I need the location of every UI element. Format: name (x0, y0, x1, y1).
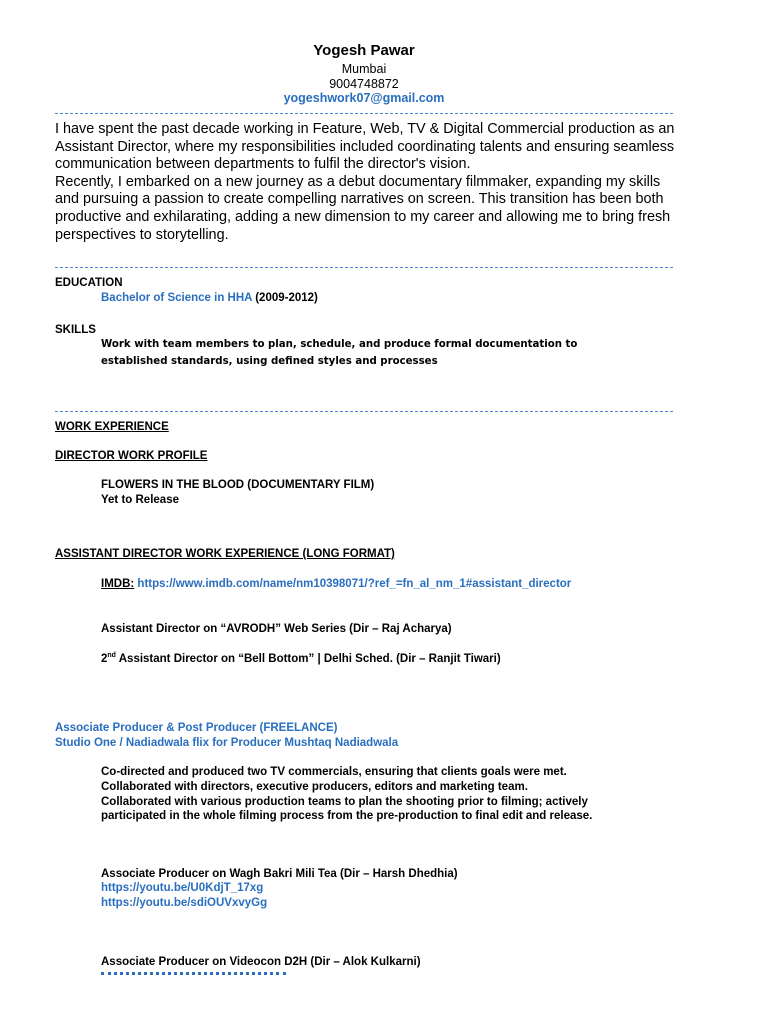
producer-role: Associate Producer & Post Producer (FREELANCE) (55, 722, 338, 734)
documentary-status: Yet to Release (101, 494, 179, 506)
section-divider (55, 411, 673, 412)
section-divider (55, 267, 673, 268)
wagh-bakri-link-2[interactable]: https://youtu.be/sdiOUVxvyGg (101, 897, 268, 909)
documentary-title: FLOWERS IN THE BLOOD (DOCUMENTARY FILM) (101, 479, 375, 491)
skills-line-2: established standards, using defined styles and processes (101, 356, 438, 367)
skills-line-1: Work with team members to plan, schedule, and produce formal documentation to (101, 339, 578, 350)
producer-bullet: Collaborated with directors, executive producers, editors and marketing team. (101, 781, 528, 793)
degree-name: Bachelor of Science in HHA (101, 292, 253, 304)
summary-paragraph-2: Recently, I embarked on a new journey as a debut documentary filmmaker, expanding my skills and pursuing a passion to create compelling narratives on screen. This transition has been both productive and exhilarating, adding a new dimension to my career and allowing me to bring fresh perspectives to storytelling. (55, 173, 671, 243)
assistant-director-heading: ASSISTANT DIRECTOR WORK EXPERIENCE (LONG FORMAT) (55, 548, 395, 560)
education-heading: EDUCATION (55, 277, 123, 289)
videocon-link-clipped (101, 972, 286, 975)
videocon-credit: Associate Producer on Videocon D2H (Dir – Alok Kulkarni) (101, 956, 421, 968)
imdb-link[interactable]: https://www.imdb.com/name/nm10398071/?ref_=fn_al_nm_1#assistant_director (134, 578, 572, 590)
section-divider (55, 113, 673, 114)
candidate-email-link[interactable]: yogeshwork07@gmail.com (283, 91, 445, 105)
profile-summary (55, 121, 680, 244)
producer-bullet: Collaborated with various production teams to plan the shooting prior to filming; actively (101, 796, 588, 808)
degree-years: (2009-2012) (252, 292, 318, 304)
wagh-bakri-link-1[interactable]: https://youtu.be/U0KdjT_17xg (101, 882, 264, 894)
director-profile-heading: DIRECTOR WORK PROFILE (55, 450, 208, 462)
ad-credit-bell-bottom: 2nd Assistant Director on “Bell Bottom” | Delhi Sched. (Dir – Ranjit Tiwari) (101, 652, 501, 665)
imdb-line (101, 578, 571, 590)
ad-credit-avrodh: Assistant Director on “AVRODH” Web Series (Dir – Raj Acharya) (101, 623, 452, 635)
wagh-bakri-credit: Associate Producer on Wagh Bakri Mili Tea (Dir – Harsh Dhedhia) (101, 868, 458, 880)
skills-heading: SKILLS (55, 324, 96, 336)
producer-company: Studio One / Nadiadwala flix for Producer Mushtaq Nadiadwala (55, 737, 399, 749)
summary-paragraph-1: I have spent the past decade working in Feature, Web, TV & Digital Commercial production as an Assistant Director, where my responsibilities included coordinating talents and ensuring seamless communication between departments to fulfil the director's vision. (55, 121, 675, 173)
candidate-phone: 9004748872 (329, 77, 399, 91)
producer-bullet: participated in the whole filming process from the pre-production to final edit and release. (101, 810, 593, 822)
education-entry (101, 292, 318, 304)
work-experience-heading: WORK EXPERIENCE (55, 421, 169, 433)
candidate-name: Yogesh Pawar (313, 42, 415, 59)
imdb-label: IMDB: (101, 578, 135, 590)
producer-bullet: Co-directed and produced two TV commercials, ensuring that clients goals were met. (101, 766, 567, 778)
candidate-city: Mumbai (341, 62, 387, 76)
